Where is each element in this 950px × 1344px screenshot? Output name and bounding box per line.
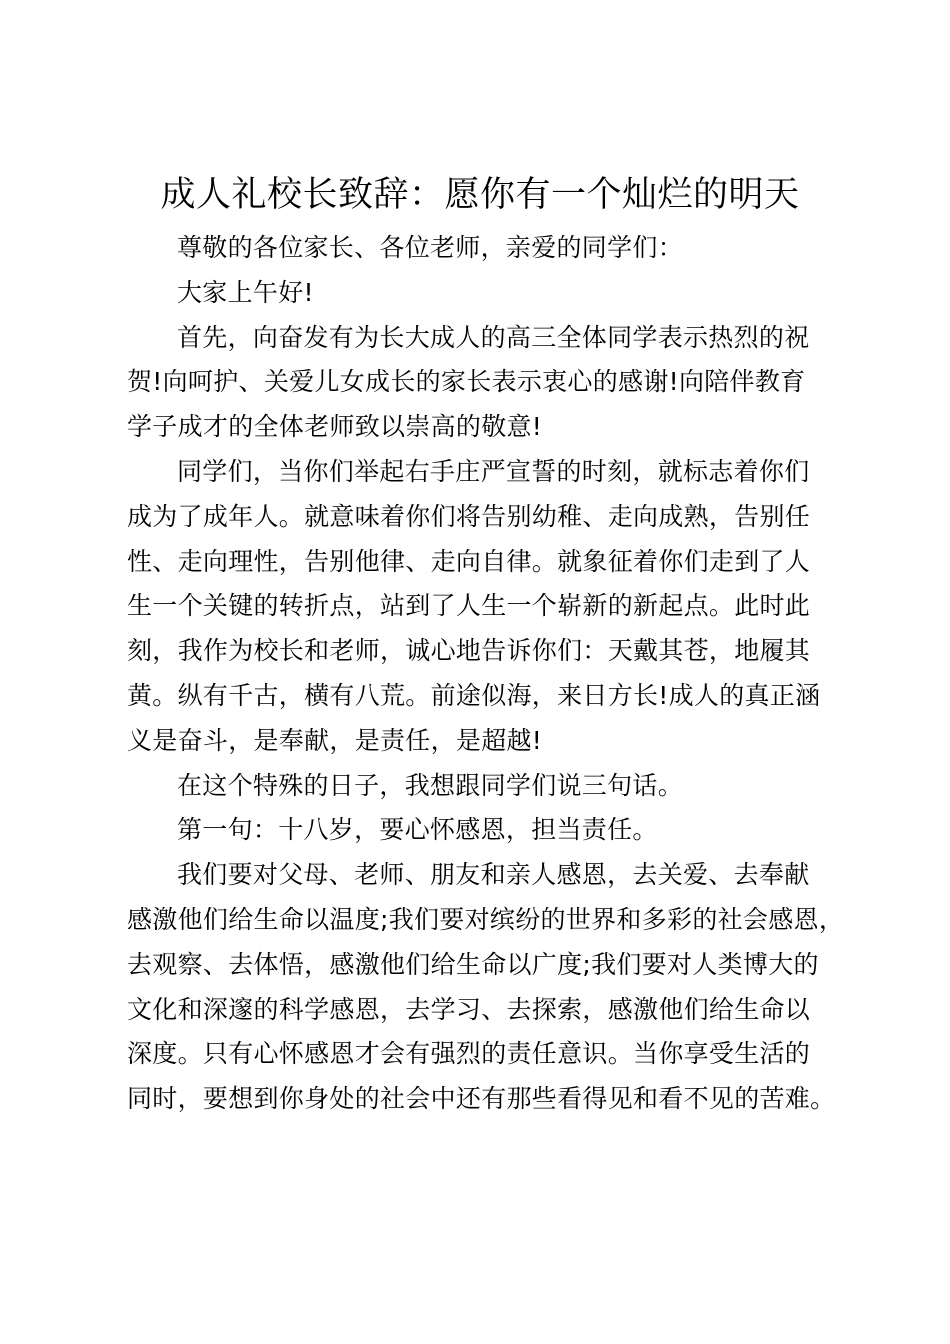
paragraph-coming-of-age [127, 450, 835, 764]
paragraph-salutation [127, 226, 835, 271]
text-line: 同时，要想到你身处的社会中还有那些看得见和看不见的苦难。 [127, 1084, 836, 1114]
text-line: 刻，我作为校长和老师，诚心地告诉你们：天戴其苍，地履其 [127, 636, 811, 666]
document-body [127, 226, 845, 1122]
text-line: 深度。只有心怀感恩才会有强烈的责任意识。当你享受生活的 [127, 1039, 811, 1069]
text-line: 义是奋斗，是奉献，是责任，是超越! [127, 725, 543, 755]
text-line: 我们要对父母、老师、朋友和亲人感恩，去关爱、去奉献 [177, 860, 810, 890]
text-line: 文化和深邃的科学感恩，去学习、去探索，感激他们给生命以 [127, 994, 811, 1024]
text-line: 尊敬的各位家长、各位老师，亲爱的同学们： [177, 233, 684, 262]
text-line: 性、走向理性，告别他律、走向自律。就象征着你们走到了人 [127, 546, 811, 576]
text-line: 贺!向呵护、关爱儿女成长的家长表示衷心的感谢!向陪伴教育 [127, 367, 806, 397]
text-line: 感激他们给生命以温度;我们要对缤纷的世界和多彩的社会感恩， [127, 904, 845, 934]
paragraph-first-point [127, 808, 835, 853]
paragraph-greeting [127, 271, 835, 316]
text-line: 生一个关键的转折点，站到了人生一个崭新的新起点。此时此 [127, 591, 811, 621]
text-line: 第一句：十八岁，要心怀感恩，担当责任。 [177, 815, 658, 845]
text-line: 成为了成年人。就意味着你们将告别幼稚、走向成熟，告别任 [127, 501, 811, 531]
text-line: 大家上午好! [177, 277, 314, 307]
document-title: 成人礼校长致辞：愿你有一个灿烂的明天 [160, 175, 800, 215]
paragraph-three-words [127, 764, 835, 809]
text-line: 在这个特殊的日子，我想跟同学们说三句话。 [177, 770, 684, 800]
paragraph-congratulations [127, 316, 835, 450]
text-line: 去观察、去体悟，感激他们给生命以广度;我们要对人类博大的 [127, 949, 819, 979]
text-line: 学子成才的全体老师致以崇高的敬意! [127, 412, 543, 442]
text-line: 同学们，当你们举起右手庄严宣誓的时刻，就标志着你们 [177, 456, 810, 486]
text-line: 首先，向奋发有为长大成人的高三全体同学表示热烈的祝 [177, 322, 810, 352]
paragraph-gratitude [127, 853, 845, 1122]
text-line: 黄。纵有千古，横有八荒。前途似海，来日方长!成人的真正涵 [127, 680, 821, 710]
